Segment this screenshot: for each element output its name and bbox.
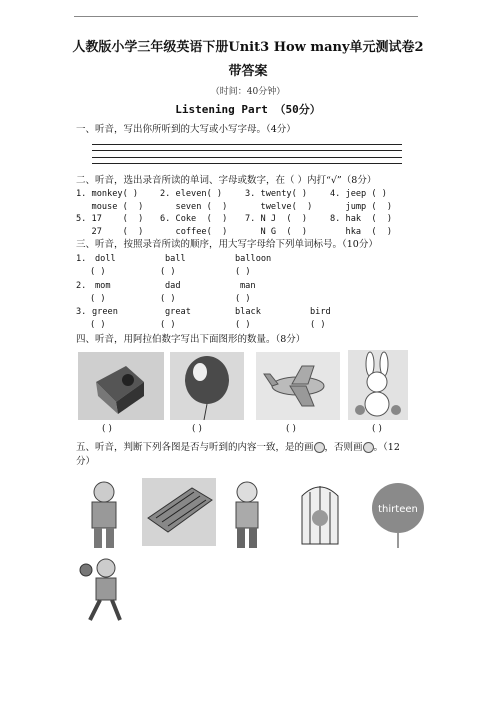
q3-blank[interactable]: ( ) [90, 320, 106, 330]
q2-item[interactable]: 8. hak ( ) [330, 214, 393, 224]
q3-word: great [165, 307, 191, 317]
q3-blank[interactable]: ( ) [160, 267, 176, 277]
q3-word: ball [165, 254, 186, 264]
q3-blank[interactable]: ( ) [90, 294, 106, 304]
q5-text-a: 五、听音，判断下列各图是否与听到的内容一致，是的画 [76, 442, 314, 453]
writing-line-2[interactable] [92, 150, 402, 151]
q5-text-b: ，否则画 [324, 442, 363, 453]
part-heading: Listening Part （50分） [175, 103, 321, 116]
q2-item[interactable]: mouse ( ) [76, 202, 144, 212]
q3-word: dad [165, 281, 181, 291]
q3-word: doll [95, 254, 116, 264]
balloon-picture [170, 352, 244, 420]
q2-item[interactable]: 4. jeep ( ) [330, 189, 387, 199]
boy-thinking-picture [76, 478, 132, 550]
q3-blank[interactable]: ( ) [310, 320, 326, 330]
boy-standing-picture [222, 478, 272, 550]
q5-text-c: 。（12 [373, 442, 400, 453]
writing-line-4[interactable] [92, 163, 402, 164]
smiley-face-icon [314, 442, 325, 453]
q3-word: mom [95, 281, 111, 291]
q3-instruction: 三、听音，按照录音所读的顺序，用大写字母给下列单词标号。（10分） [76, 239, 378, 250]
rabbit-picture [348, 350, 408, 420]
q3-word: black [235, 307, 261, 317]
q5-instruction-cont: 分） [76, 456, 96, 467]
title-line-2: 带答案 [228, 64, 268, 79]
q2-item[interactable]: 1. monkey( ) [76, 189, 139, 199]
pencil-sharpener-picture [78, 352, 164, 420]
q3-word: man [240, 281, 256, 291]
q3-blank[interactable]: ( ) [160, 320, 176, 330]
time-limit: （时间：40分钟） [210, 87, 286, 97]
q3-blank[interactable]: ( ) [90, 267, 106, 277]
q2-item[interactable]: N G ( ) [245, 227, 308, 237]
q3-word: green [92, 307, 118, 317]
q2-item[interactable]: 27 ( ) [76, 227, 144, 237]
q3-blank[interactable]: ( ) [235, 267, 251, 277]
q2-item[interactable]: jump ( ) [330, 202, 393, 212]
q3-word: balloon [235, 254, 272, 264]
airplane-picture [256, 352, 340, 420]
q3-row-label: 3. [76, 307, 87, 317]
header-rule [74, 16, 418, 17]
q2-item[interactable]: 5. 17 ( ) [76, 214, 144, 224]
q2-item[interactable]: seven ( ) [160, 202, 228, 212]
q2-instruction: 二、听音，选出录音所读的单词、字母或数字，在（ ）内打“√”（8分） [76, 175, 377, 186]
q5-instruction [76, 442, 400, 454]
sad-face-icon [363, 442, 374, 453]
writing-line-3[interactable] [92, 157, 402, 158]
balloon-label: thirteen [378, 504, 418, 515]
thirteen-balloon-picture [370, 482, 426, 548]
q4-blank[interactable]: ( ) [192, 424, 202, 434]
q4-blank[interactable]: ( ) [102, 424, 112, 434]
q1-instruction: 一、听音，写出你所听到的大写或小写字母。（4分） [76, 124, 296, 135]
q2-item[interactable]: 3. twenty( ) [245, 189, 308, 199]
q3-blank[interactable]: ( ) [160, 294, 176, 304]
q4-blank[interactable]: ( ) [372, 424, 382, 434]
title-line-1: 人教版小学三年级英语下册Unit3 How many单元测试卷2 [72, 40, 424, 55]
q2-item[interactable]: hka ( ) [330, 227, 393, 237]
q4-instruction: 四、听音，用阿拉伯数字写出下面图形的数量。（8分） [76, 334, 306, 345]
writing-line-1[interactable] [92, 144, 402, 145]
boy-running-picture [76, 556, 132, 624]
q3-row-label: 2. [76, 281, 87, 291]
q2-item[interactable]: 6. Coke ( ) [160, 214, 228, 224]
q3-word: bird [310, 307, 331, 317]
q2-item[interactable]: 7. N J ( ) [245, 214, 308, 224]
q3-blank[interactable]: ( ) [235, 294, 251, 304]
q4-blank[interactable]: ( ) [286, 424, 296, 434]
pencil-case-picture [142, 478, 216, 546]
q3-row-label: 1. [76, 254, 87, 264]
q2-item[interactable]: coffee( ) [160, 227, 228, 237]
q2-item[interactable]: twelve( ) [245, 202, 313, 212]
q3-blank[interactable]: ( ) [235, 320, 251, 330]
q2-item[interactable]: 2. eleven( ) [160, 189, 223, 199]
birdcage-picture [296, 478, 344, 546]
